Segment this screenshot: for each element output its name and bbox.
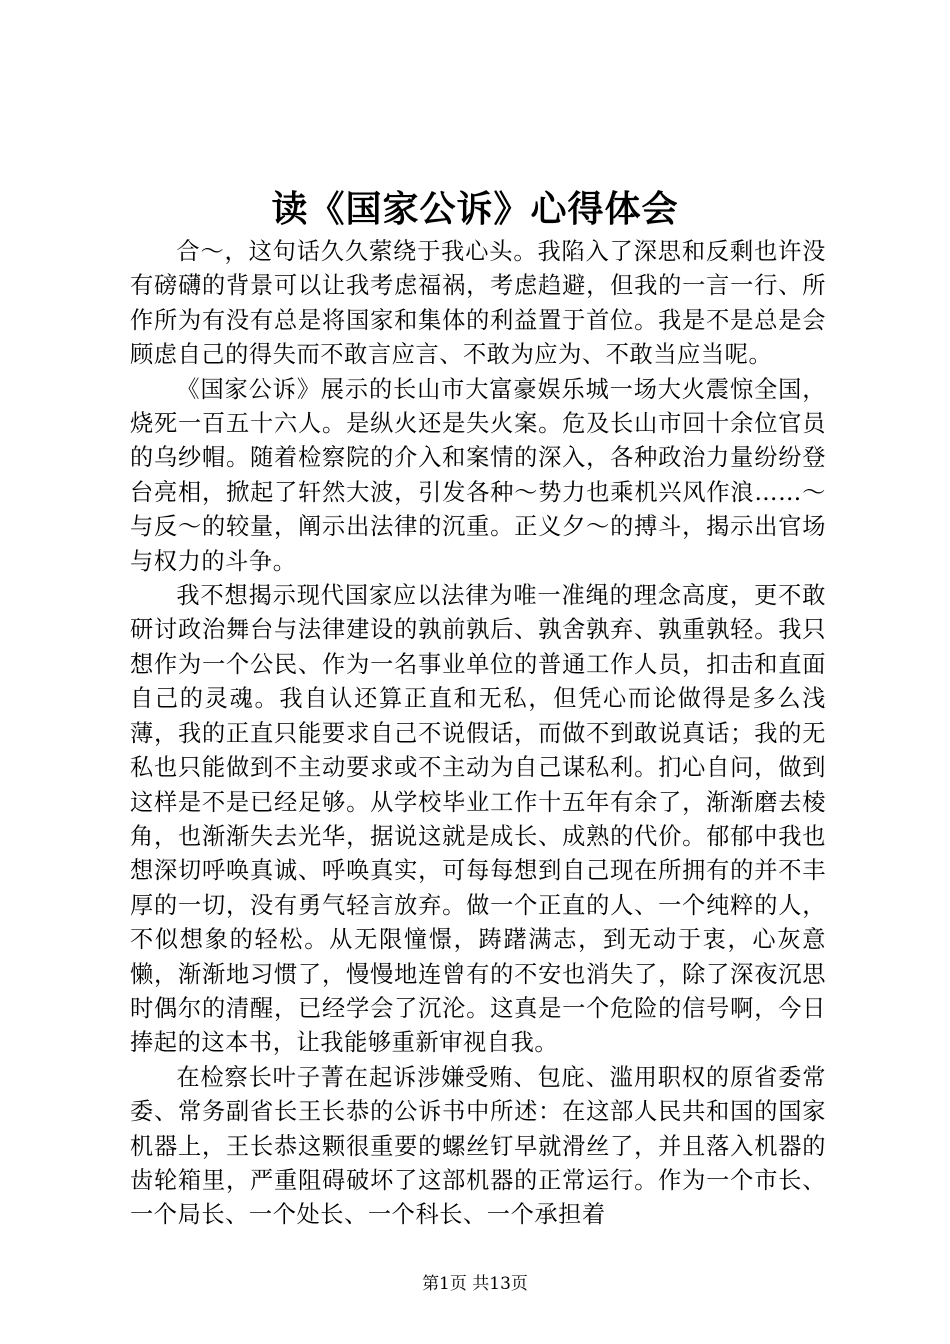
paragraph-3: 我不想揭示现代国家应以法律为唯一准绳的理念高度，更不敢研讨政治舞台与法律建设的孰前孰后、孰舍孰弃、孰重孰轻。我只想作为一个公民、作为一名事业单位的普通工作人员，扣击和直面自己的灵魂。我自认还算正直和无私，但凭心而论做得是多么浅薄，我的正直只能要求自己不说假话，而做不到敢说真话；我的无私也只能做到不主动要求或不主动为自己谋私利。扪心自问，做到这样是不是已经足够。从学校毕业工作十五年有余了，渐渐磨去棱角，也渐渐失去光华，据说这就是成长、成熟的代价。郁郁中我也想深切呼唤真诚、呼唤真实，可每每想到自己现在所拥有的并不丰厚的一切，没有勇气轻言放弃。做一个正直的人、一个纯粹的人，不似想象的轻松。从无限憧憬，踌躇满志，到无动于衷，心灰意懒，渐渐地习惯了，慢慢地连曾有的不安也消失了，除了深夜沉思时偶尔的清醒，已经学会了沉沦。这真是一个危险的信号啊，今日捧起的这本书，让我能够重新审视自我。 [130,582,826,1057]
page-footer: 第1页 共13页 [422,1274,528,1294]
document-title: 读《国家公诉》心得体会 [271,188,679,230]
paragraph-2: 《国家公诉》展示的长山市大富豪娱乐城一场大火震惊全国，烧死一百五十六人。是纵火还是失火案。危及长山市回十余位官员的乌纱帽。随着检察院的介入和案情的深入，各种政治力量纷纷登台亮相，掀起了轩然大波，引发各种～势力也乘机兴风作浪……～与反～的较量，阐示出法律的沉重。正义夕～的搏斗，揭示出官场与权力的斗争。 [130,375,826,575]
paragraph-1: 合～，这句话久久萦绕于我心头。我陷入了深思和反剩也许没有磅礴的背景可以让我考虑福祸，考虑趋避，但我的一言一行、所作所为有没有总是将国家和集体的利益置于首位。我是不是总是会顾虑自己的得失而不敢言应言、不敢为应为、不敢当应当呢。 [130,238,826,369]
paragraph-4: 在检察长叶子菁在起诉涉嫌受贿、包庇、滥用职权的原省委常委、常务副省长王长恭的公诉书中所述：在这部人民共和国的国家机器上，王长恭这颗很重要的螺丝钉早就滑丝了，并且落入机器的齿轮箱里，严重阻碍破坏了这部机器的正常运行。作为一个市长、一个局长、一个处长、一个科长、一个承担着 [130,1063,826,1229]
document-body [130,235,826,1233]
